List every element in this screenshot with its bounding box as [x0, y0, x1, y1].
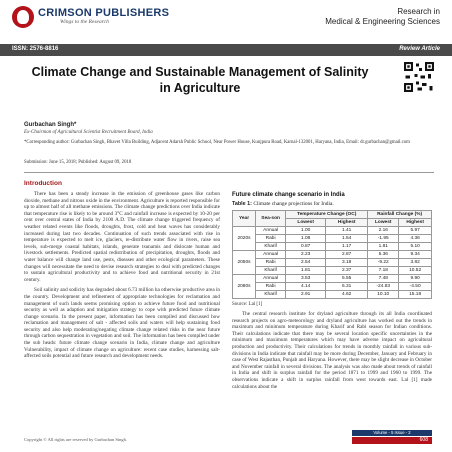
copyright-notice: Copyright © All rights are reserved by Gurbachan Singh.: [24, 437, 128, 442]
cell-season: Kharif: [256, 291, 286, 299]
header-temp-lowest: Lowest: [286, 219, 326, 227]
cell-year: 2080s: [233, 275, 256, 299]
article-title: Climate Change and Sustainable Management of Salinity in Agriculture: [31, 65, 369, 95]
cell-r-low: -1.95: [368, 235, 399, 243]
journal-name: [325, 7, 440, 27]
climate-projection-table: [232, 210, 432, 299]
cell-t-high: 2.87: [326, 251, 368, 259]
cell-season: Rabi: [256, 283, 286, 291]
page-header: [0, 0, 452, 45]
article-type: Review Article: [399, 46, 440, 52]
issn-band: [0, 44, 452, 56]
cell-r-high: 10.52: [399, 267, 432, 275]
introduction-heading: Introduction: [24, 180, 62, 187]
cell-season: Annual: [256, 227, 286, 235]
cell-t-low: 4.14: [286, 283, 326, 291]
table-row: [233, 267, 432, 275]
author-affiliation: Ex-Chairman of Agricultural Scientist Recruitment Board, India: [24, 130, 153, 135]
cell-r-low: 10.10: [368, 291, 399, 299]
header-year: Year: [233, 211, 256, 227]
cell-t-low: 2.23: [286, 251, 326, 259]
left-column: [24, 180, 220, 364]
cell-season: Kharif: [256, 243, 286, 251]
cell-season: Rabi: [256, 235, 286, 243]
cell-year: 2050s: [233, 251, 256, 275]
table-row: [233, 251, 432, 259]
table-body: [233, 227, 432, 299]
cell-r-low: 5.36: [368, 251, 399, 259]
cell-r-low: 2.16: [368, 227, 399, 235]
cell-season: Annual: [256, 251, 286, 259]
cell-season: Annual: [256, 275, 286, 283]
table-caption: [232, 201, 432, 207]
cell-r-high: -4.50: [399, 283, 432, 291]
cell-r-high: 3.82: [399, 259, 432, 267]
table-row: [233, 283, 432, 291]
publisher-tagline: Wings to the Research: [60, 19, 109, 25]
cell-t-high: 1.54: [326, 235, 368, 243]
cell-t-low: 0.87: [286, 243, 326, 251]
header-temperature: Temperature Change (OC): [286, 211, 368, 219]
cell-r-high: 9.34: [399, 251, 432, 259]
cell-r-high: 4.36: [399, 235, 432, 243]
cell-t-high: 2.37: [326, 267, 368, 275]
cell-t-low: 1.08: [286, 235, 326, 243]
table-row: [233, 291, 432, 299]
header-season: Sea-son: [256, 211, 286, 227]
volume-issue: Volume - 5 Issue - 2: [352, 430, 432, 436]
table-caption-text: Climate change projections for India.: [253, 201, 334, 207]
author-name: Gurbachan Singh*: [24, 122, 77, 128]
cell-t-low: 1.00: [286, 227, 326, 235]
introduction-paragraph-2: Soil salinity and sodicity has degraded about 6.73 million ha otherwise productive area in the country. Development and refinement of appropriate technologies for reclamation and management of such lands seems promising option to achieve future food and nutritional security as well as adaption and mitigation strategy to cope with predicted future climate change scenario. In the present paper, information has been compiled and discussed how reclamation and management of salt - affected soils and waters will help sustaining food security and also help moderating/negating climate change related risks in the near future through carbon sequestration in vegetation and soil. The information has been compiled under the sub heads: future climate change scenario in India, climate change and agriculture Vulnerability, impact of climate change on agriculture: recent case studies, harnessing salt-affected soils potential and future research and development needs.: [24, 287, 220, 360]
journal-line-1: Research in: [397, 7, 440, 16]
table-row: [233, 259, 432, 267]
cell-t-high: 4.62: [326, 291, 368, 299]
header-temp-highest: Highest: [326, 219, 368, 227]
journal-line-2: Medical & Engineering Sciences: [325, 17, 440, 26]
submission-dates: Submission: June 15, 2018; Published: August 09, 2018: [24, 160, 132, 165]
cell-r-high: 5.97: [399, 227, 432, 235]
qr-code-icon: [404, 62, 434, 92]
table-source: Source: Lal [1]: [232, 302, 263, 307]
cell-t-high: 1.17: [326, 243, 368, 251]
cell-r-low: 1.81: [368, 243, 399, 251]
cell-r-low: 7.48: [368, 275, 399, 283]
cell-t-high: 6.31: [326, 283, 368, 291]
cell-t-high: 3.18: [326, 259, 368, 267]
cell-t-low: 2.91: [286, 291, 326, 299]
table-row: [233, 227, 432, 235]
header-divider: [24, 172, 434, 173]
scenario-heading: Future climate change scenario in India: [232, 192, 345, 198]
cell-r-low: -9.22: [368, 259, 399, 267]
table-row: [233, 235, 432, 243]
corresponding-author: *Corresponding author: Gurbachan Singh, Bhavet Villa Building, Adjacent Adarsh Public School, Near Power House, Kunjpura Road, Karnal-132001, Haryana, India, Email: dr.gurbachan@gmail.com: [24, 140, 410, 145]
right-column: [232, 180, 432, 394]
page-number: 608: [352, 437, 432, 444]
table-caption-label: Table 1:: [232, 201, 252, 207]
header-rain-lowest: Lowest: [368, 219, 399, 227]
cell-r-low: 7.18: [368, 267, 399, 275]
issn-label: ISSN: 2576-8816: [12, 46, 59, 52]
cell-r-low: -24.83: [368, 283, 399, 291]
cell-t-high: 1.41: [326, 227, 368, 235]
publisher-name: CRIMSON PUBLISHERS: [38, 7, 170, 19]
cell-season: Kharif: [256, 267, 286, 275]
cell-t-low: 2.54: [286, 259, 326, 267]
scenario-paragraph: The central research institute for dryland agriculture through its all India coordinated research projects on agro-meteorology and dryland agriculture has worked out the trends in maximum and minimum temperature during Kharif and Rabi season for Indian conditions. Their calculations indicate that there may be several location specific uncertainties in the minimum and maximum temperatures which may have adverse impact on agricultural production and productivity. Their calculations for trends in monthly rainfall in various sub-divisions in India indicate that rainfall may be more during December, January and February in case of West Rajasthan, Punjab and Haryana. However, there may be slight decrease in October and November rainfall in several divisions. The analysis was also made about trends of rainfall in India and shift in surplus rainfall for the period 1871 to 1999 and 1960 to 1999. The observations indicate a shift in surplus rainfall from west towards east. Lal [1] made calculations about the: [232, 311, 432, 390]
header-rain-highest: Highest: [399, 219, 432, 227]
cell-r-high: 5.10: [399, 243, 432, 251]
cell-r-high: 15.18: [399, 291, 432, 299]
cell-year: 2020s: [233, 227, 256, 251]
cell-t-low: 1.81: [286, 267, 326, 275]
table-row: [233, 275, 432, 283]
header-rainfall: Rainfall Change (%): [368, 211, 432, 219]
publisher-logo-icon: [12, 6, 34, 28]
cell-season: Rabi: [256, 259, 286, 267]
cell-t-low: 3.53: [286, 275, 326, 283]
publisher-logo: [12, 6, 170, 30]
table-row: [233, 243, 432, 251]
cell-r-high: 9.90: [399, 275, 432, 283]
introduction-paragraph-1: There has been a steady increase in the emission of greenhouse gases like carbon dioxide, methane and nitrous oxide in the environment. Agriculture is reported responsible for up to almost half of all methane emissions. The climate change predictions over India indicate that temperature rise is likely to be around 3°C and rainfall increase is expected by 10-20 per cent over central states of India by 2100 A.D. The climate change triggered frequency of weather related events like floods, droughts, frost, cold and heat waves has considerably increased during last two decades. Continuation of such trends associated with rise in temperature is expected to melt ice, glaciers, re-distribute water flow in rivers, raise sea levels, sub-merge coastal habitats, islands, generate tsunamis and dislocate human and livestock settlements. Predicted spatial redistribution of precipitation, droughts, floods and water balance will change land use, pests, diseases and other ecological parameters. These changes will necessitate the need to devise research strategies to deal with predicted changes to sustain agricultural productivity and to achieve food and nutritional security in 21st century.: [24, 191, 220, 283]
cell-t-high: 5.55: [326, 275, 368, 283]
